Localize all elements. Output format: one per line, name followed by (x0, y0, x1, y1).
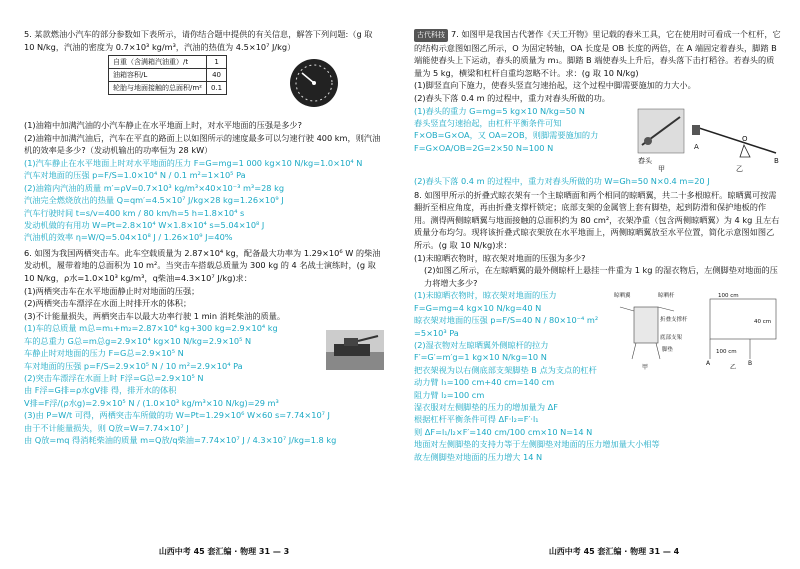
answer-line: 由于不计能量损失，则 Q放=W=7.74×10⁷ J (24, 422, 189, 433)
answer-line: (3)由 P=W/t 可得，两栖突击车所做的功 W=Pt=1.29×10⁶ W×60 s=7.74×10⁷ J (24, 410, 330, 421)
q6-sub2: (2)两栖突击车漂浮在水面上时排开水的体积； (24, 298, 192, 309)
q7-figure (636, 105, 782, 175)
answer-line: F=G×OA/OB=2G=2×50 N=100 N (414, 142, 554, 153)
answer-line: (1)未晾晒衣物时，晾衣架对地面的压力 (414, 290, 557, 301)
answer-line: (2)湿衣物对左晾晒翼外侧晾杆的拉力 (414, 339, 549, 350)
fig-label-yi: 乙 (730, 364, 737, 372)
answer-line: 阻力臂 l₂=100 cm (414, 389, 485, 400)
fig-label-A: A (694, 142, 699, 151)
fig-label-base: 底部支架 (660, 335, 683, 342)
answer-line: 动力臂 l₁=100 cm+40 cm=140 cm (414, 377, 555, 388)
q8-sub1: (1)未晾晒衣物时，晾衣架对地面的压强为多少? (414, 252, 586, 263)
q7-answers (414, 105, 634, 155)
fig-label-B: B (774, 156, 779, 165)
q7-section (414, 105, 782, 189)
q5-sub2: (2)油箱中加满汽油后，汽车在平直的路面上以如图所示的速度最多可以匀速行驶 400 km，则汽油机的效率是多少?（发动机输出的功率恒为 28 kW） (24, 132, 381, 156)
answer-line: 汽车行驶时间 t=s/v=400 km / 80 km/h=5 h=1.8×10⁴ s (24, 207, 245, 218)
q8-stem: 8. 如图甲所示的折叠式晾衣架有一个主晾晒面和两个相同的晾晒翼，共二十多根晾杆。晾晒翼可按需翻折至相应角度，再由折叠支撑杆锁定；底部支架的金属管上套有脚垫，起到防滑和保护地板的作用。测得两侧晾晒翼与地面接触的总面积约为 80 cm²，衣架净重（包含两侧晾晒翼）为 4 kg 且左右质量分布均匀。现将该折叠式晾衣架放在水平地面上，两侧晾晒翼放至水平位置，简化示意图如图乙所示。(g 取 10 N/kg)求： (414, 189, 780, 250)
q5-figure-row (24, 53, 386, 119)
q6-answers (24, 322, 386, 446)
answer-line: 车静止时对地面的压力 F=G总=2.9×10⁵ N (24, 348, 184, 359)
category-tag: 古代科技 (414, 29, 448, 42)
answer-line: 汽车对地面的压强 p=F/S=1.0×10⁴ N / 0.1 m²=1×10⁵ Pa (24, 170, 246, 181)
answer-line: =5×10³ Pa (414, 327, 459, 338)
answer-line: 把衣架视为以右侧底部支架脚垫 B 点为支点的杠杆 (414, 364, 597, 375)
q5-answers (24, 157, 386, 244)
q6-stem: 6. 如图为我国两栖突击车。此车空载质量为 2.87×10⁴ kg，配备最大功率为 1.29×10⁶ W 的柴油发动机，履带着地的总面积为 10 m²。当突击车搭载总质量为 300 kg 的 4 名战士演练时，(g 取 10 N/kg，ρ水=1.0×10³ kg/m³，q柴油=4.3×10⁷ J/kg)求： (24, 247, 381, 283)
answer-line: F′=G′=m′g=1 kg×10 N/kg=10 N (414, 352, 547, 363)
fig-label-A: A (706, 360, 711, 368)
answer-line: 发动机做的有用功 W=Pt=2.8×10⁴ W×1.8×10⁴ s=5.04×10⁸ J (24, 220, 265, 230)
table-row: 自重（含满箱汽油重）/t 1 (109, 56, 227, 69)
speedometer-figure (288, 57, 340, 109)
fig-label-h40: 40 cm (754, 319, 772, 326)
answer-line: (2)油箱内汽油的质量 m′=ρV=0.7×10³ kg/m³×40×10⁻³ m³=28 kg (24, 182, 285, 193)
answer-line: 故左侧脚垫对地面的压力增大 14 N (414, 451, 543, 462)
answer-line: F×OB=G×OA，又 OA=2OB，则脚需要施加的力 (414, 130, 599, 141)
fig-label-jia: 甲 (642, 364, 649, 372)
answer-line: (2)突击车漂浮在水面上时 F浮=G总=2.9×10⁵ N (24, 373, 204, 383)
fig-label-b100: 100 cm (716, 349, 737, 356)
page-footer: 山西中考 45 套汇编 · 物理 31 — 3 (158, 547, 290, 556)
right-page (400, 0, 800, 569)
amphibious-vehicle-photo (326, 330, 384, 370)
q5-stem: 5. 某款燃油小汽车的部分参数如下表所示，请你结合题中提供的有关信息，解答下列问题:（g 取 10 N/kg，汽油的密度为 0.7×10³ kg/m³，汽油的热值为 4.5×10⁷ J/kg） (24, 29, 373, 52)
answer-line: 由 F浮=G排=ρ水gV排 得，排开水的体积 (24, 385, 177, 396)
q6-sub1: (1)两栖突击车在水平地面静止时对地面的压强； (24, 285, 200, 296)
answer-line: 由 Q放=mq 得消耗柴油的质量 m=Q放/q柴油=7.74×10⁷ J / 4.3×10⁷ J/kg=1.8 kg (24, 435, 337, 446)
q8-answers (414, 289, 660, 463)
answer-line: (1)汽车静止在水平地面上时对水平地面的压力 F=G=mg=1 000 kg×10 N/kg=1.0×10⁴ N (24, 157, 363, 168)
answer-line: 则 ΔF=l₁/l₂×F′=140 cm/100 cm×10 N=14 N (414, 426, 593, 437)
fig-label-B: B (748, 360, 753, 368)
fig-label-lock: 折叠支撑杆 (660, 317, 688, 324)
fig-label-yi: 乙 (736, 164, 743, 173)
answer-line: 车对地面的压强 p=F/S=2.9×10⁵ N / 10 m²=2.9×10⁴ Pa (24, 360, 243, 371)
fig-label-wing: 晾晒翼 (614, 293, 631, 300)
table-row: 轮胎与地面接触的总面积/m² 0.1 (109, 82, 227, 95)
answer-line: (1)舂头的重力 G=mg=5 kg×10 N/kg=50 N (414, 105, 585, 116)
answer-line: (1)车的总质量 m总=m₁+m₂=2.87×10⁴ kg+300 kg=2.9×10⁴ kg (24, 323, 278, 334)
q6-sub3: (3)不计能量损失，两栖突击车以最大功率行驶 1 min 消耗柴油的质量。 (24, 310, 286, 321)
q7-sub1: (1)脚竖直向下施力，使舂头竖直匀速抬起，这个过程中脚需要施加的力大小。 (414, 80, 696, 91)
answer-line: 汽油完全燃烧放出的热量 Q=qm′=4.5×10⁷ J/kg×28 kg=1.26×10⁹ J (24, 195, 284, 206)
q8-section (414, 289, 782, 463)
q7-sub2: (2)舂头下落 0.4 m 的过程中，重力对舂头所做的功。 (414, 92, 610, 103)
answer-line: 湿衣服对左侧脚垫的压力的增加量为 ΔF (414, 401, 558, 412)
fig-label-pad: 脚垫 (662, 347, 674, 354)
answer-line: V排=F浮/(ρ水g)=2.9×10⁵ N / (1.0×10³ kg/m³×10 N/kg)=29 m³ (24, 397, 279, 408)
answer-line: 地面对左侧脚垫的支持力等于左侧脚垫对地面的压力增加量大小相等 (414, 439, 660, 450)
q8-sub2: (2)如图乙所示，在左晾晒翼的最外侧晾杆上悬挂一件重为 1 kg 的湿衣物后，左侧脚垫对地面的压力将增大多少? (424, 265, 778, 288)
answer-line: 根据杠杆平衡条件可得 ΔF·l₂=F′·l₁ (414, 414, 539, 425)
fig-label-O: O (742, 134, 748, 143)
q8-figure (614, 289, 780, 371)
q5-sub1: (1)油箱中加满汽油的小汽车静止在水平地面上时，对水平地面的压强是多少? (24, 120, 302, 131)
fig-label-jia: 甲 (658, 164, 665, 173)
q5-param-table (108, 55, 227, 95)
answer-line: 晾衣架对地面的压强 p=F/S=40 N / 80×10⁻⁴ m² (414, 315, 599, 326)
answer-line: 舂头竖直匀速抬起，由杠杆平衡条件可知 (414, 117, 562, 128)
fig-label-rod: 晾晒杆 (658, 293, 675, 300)
page-footer: 山西中考 45 套汇编 · 物理 31 — 4 (548, 547, 680, 556)
answer-line: F=G=mg=4 kg×10 N/kg=40 N (414, 302, 542, 313)
fig-label-head: 舂头 (638, 156, 652, 165)
answer-line: 车的总重力 G总=m总g=2.9×10⁴ kg×10 N/kg=2.9×10⁵ N (24, 335, 252, 346)
answer-line: 汽油机的效率 η=W/Q=5.04×10⁸ J / 1.26×10⁹ J=40% (24, 232, 233, 243)
answer-line: (2)舂头下落 0.4 m 的过程中，重力对舂头所做的功 W=Gh=50 N×0.4 m=20 J (414, 175, 710, 186)
table-row: 油箱容积/L 40 (109, 69, 227, 82)
fig-label-w100: 100 cm (718, 293, 739, 300)
q7-stem: 古代科技 7. 如图甲是我国古代著作《天工开物》里记载的舂米工具，它在使用时可看成一个杠杆，它的结构示意图如图乙所示，O 为固定转轴，OA 长度是 OB 长度的两倍，在 A 端固定着舂头，脚踏 B 端能使舂头上下运动，舂头的质量为 m₁。脚踏 B 端使舂头上升后，舂头落下击打稻谷。若舂头的质量为 5 kg，横梁和杠杆自重均忽略不计。求：(g 取 10 N/kg) (414, 29, 781, 78)
